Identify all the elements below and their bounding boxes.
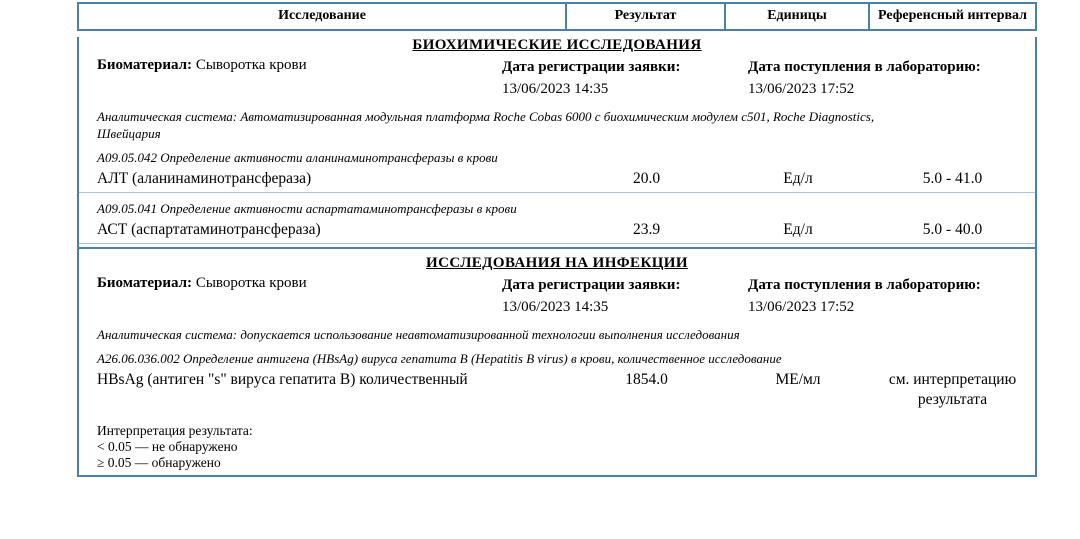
registration-date bbox=[502, 57, 748, 100]
test-result: 23.9 bbox=[632, 221, 661, 238]
test-result: 20.0 bbox=[632, 170, 661, 187]
header-result: Результат bbox=[567, 4, 726, 29]
table-row bbox=[79, 167, 1035, 193]
interpretation-line: < 0.05 — не обнаружено bbox=[97, 439, 238, 454]
header-reference: Референсный интервал bbox=[877, 8, 1028, 23]
lab-report-table bbox=[77, 2, 1037, 477]
table-row bbox=[79, 218, 1035, 244]
registration-date-value: 13/06/2023 14:35 bbox=[502, 81, 609, 97]
biomaterial-value: Сыворотка крови bbox=[192, 275, 307, 291]
biomaterial bbox=[97, 275, 502, 318]
lab-arrival-date-value: 13/06/2023 17:52 bbox=[748, 299, 855, 315]
section-biochemistry bbox=[79, 37, 1035, 249]
biomaterial-value: Сыворотка крови bbox=[192, 57, 307, 73]
registration-date-label: Дата регистрации заявки: bbox=[502, 277, 681, 293]
section-title: ИССЛЕДОВАНИЯ НА ИНФЕКЦИИ bbox=[426, 255, 688, 271]
test-code-note: А26.06.036.002 Определение антигена (HBsAg) вируса гепатита В (Hepatitis B virus) в крови, количественное исследование bbox=[97, 351, 782, 366]
test-units: Ед/л bbox=[783, 170, 813, 187]
biomaterial bbox=[97, 57, 502, 100]
test-units: Ед/л bbox=[783, 221, 813, 238]
interpretation-line: ≥ 0.05 — обнаружено bbox=[97, 455, 221, 470]
test-name: АСТ (аспартатаминотрансфераза) bbox=[97, 221, 321, 238]
lab-arrival-date bbox=[748, 275, 1035, 318]
table-body bbox=[77, 37, 1037, 477]
lab-arrival-date-label: Дата поступления в лабораторию: bbox=[748, 277, 981, 293]
table-row bbox=[79, 368, 1035, 413]
table-header-row bbox=[77, 2, 1037, 31]
test-reference: 5.0 - 40.0 bbox=[922, 221, 983, 238]
lab-arrival-date-label: Дата поступления в лабораторию: bbox=[748, 59, 981, 75]
lab-arrival-date bbox=[748, 57, 1035, 100]
test-result: 1854.0 bbox=[625, 371, 668, 388]
section-meta bbox=[79, 57, 1035, 100]
section-infections bbox=[79, 255, 1035, 470]
analytical-system-note-line: Швейцария bbox=[97, 126, 161, 141]
section-title: БИОХИМИЧЕСКИЕ ИССЛЕДОВАНИЯ bbox=[412, 37, 702, 53]
test-code-note: А09.05.041 Определение активности аспартатаминотрансферазы в крови bbox=[97, 201, 517, 216]
test-reference: см. интерпретацию результата bbox=[888, 371, 1017, 408]
test-name: HBsAg (антиген "s" вируса гепатита В) количественный bbox=[97, 371, 468, 388]
lab-arrival-date-value: 13/06/2023 17:52 bbox=[748, 81, 855, 97]
registration-date-value: 13/06/2023 14:35 bbox=[502, 299, 609, 315]
test-reference: 5.0 - 41.0 bbox=[922, 170, 983, 187]
header-units: Единицы bbox=[726, 4, 870, 29]
analytical-system-note bbox=[79, 108, 1035, 142]
interpretation-block bbox=[97, 423, 1035, 470]
biomaterial-label: Биоматериал: bbox=[97, 57, 193, 73]
biomaterial-label: Биоматериал: bbox=[97, 275, 193, 291]
test-units: МЕ/мл bbox=[775, 371, 821, 388]
analytical-system-note: Аналитическая система: допускается использование неавтоматизированной технологии выполнения исследования bbox=[97, 327, 740, 342]
registration-date-label: Дата регистрации заявки: bbox=[502, 59, 681, 75]
section-meta bbox=[79, 275, 1035, 318]
test-code-note: А09.05.042 Определение активности аланинаминотрансферазы в крови bbox=[97, 150, 498, 165]
interpretation-title: Интерпретация результата: bbox=[97, 423, 253, 438]
registration-date bbox=[502, 275, 748, 318]
analytical-system-note-line: Аналитическая система: Автоматизированная модульная платформа Roche Cobas 6000 с биохимическим модулем c501, Roche Diagnostics, bbox=[97, 109, 875, 124]
header-study: Исследование bbox=[79, 4, 567, 29]
test-name: АЛТ (аланинаминотрансфераза) bbox=[97, 170, 312, 187]
